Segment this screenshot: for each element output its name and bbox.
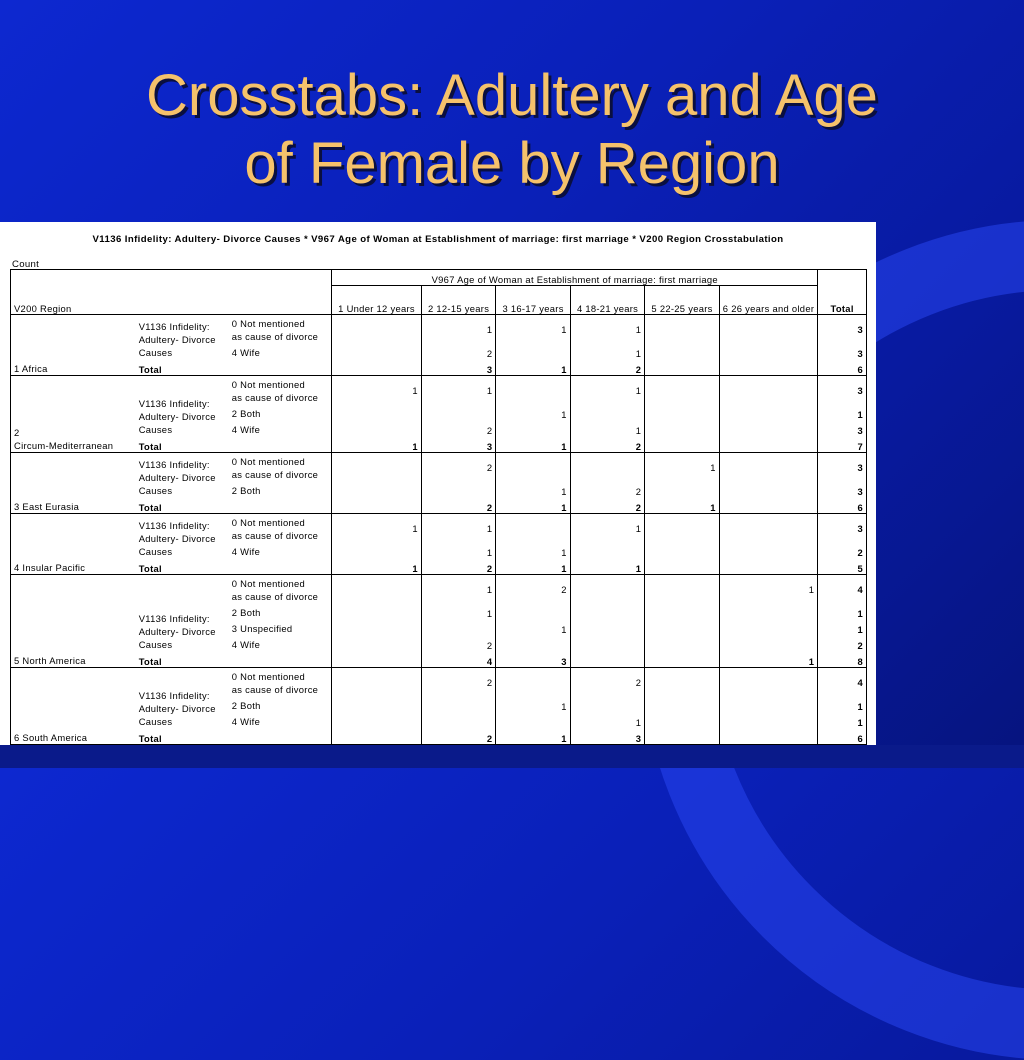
row-total-cell: 3	[818, 481, 867, 497]
subtotal-cell: 1	[719, 651, 817, 668]
count-cell: 1	[719, 575, 817, 604]
variable-label-line-2: Adultery- Divorce	[138, 334, 216, 345]
count-cell: 2	[570, 668, 644, 697]
count-cell	[570, 542, 644, 558]
region-label	[11, 514, 136, 575]
background-bottom-band	[0, 745, 1024, 768]
count-cell	[719, 343, 817, 359]
category-label-line-1: 4 Wife	[231, 347, 261, 358]
region-label-line-1: 4 Insular Pacific	[14, 562, 86, 573]
category-label	[229, 404, 332, 420]
variable-label-line-2: Adultery- Divorce	[138, 703, 216, 714]
category-label-line-1: 0 Not mentioned	[231, 456, 306, 467]
subtotal-cell: 2	[570, 359, 644, 376]
subtotal-cell	[645, 728, 719, 745]
category-label-line-1: 2 Both	[231, 408, 261, 419]
region-label	[11, 376, 136, 453]
count-cell	[645, 668, 719, 697]
total-column-header: Total	[818, 270, 867, 315]
subtotal-cell	[719, 436, 817, 453]
table-row	[11, 376, 867, 405]
table-row	[11, 514, 867, 543]
count-cell: 2	[421, 343, 495, 359]
subtotal-cell: 1	[496, 558, 570, 575]
count-cell	[332, 575, 422, 604]
count-cell	[496, 668, 570, 697]
category-label	[229, 575, 332, 604]
count-cell	[719, 315, 817, 344]
age-column-header: 3 16-17 years	[496, 286, 570, 315]
variable-label-line-3: Causes	[138, 485, 173, 496]
count-cell	[645, 420, 719, 436]
region-label-line-1: 3 East Eurasia	[14, 501, 80, 512]
category-label-line-1: 4 Wife	[231, 424, 261, 435]
subtotal-cell	[332, 651, 422, 668]
subtotal-cell	[332, 728, 422, 745]
row-total-cell: 2	[818, 542, 867, 558]
count-cell	[719, 696, 817, 712]
count-cell: 1	[421, 376, 495, 405]
count-cell	[496, 712, 570, 728]
count-cell: 2	[421, 668, 495, 697]
total-row-label: Total	[136, 728, 332, 745]
count-cell	[332, 668, 422, 697]
category-label	[229, 603, 332, 619]
row-total-cell: 3	[818, 514, 867, 543]
total-row-label: Total	[136, 651, 332, 668]
age-column-header: 6 26 years and older	[719, 286, 817, 315]
subtotal-cell: 4	[421, 651, 495, 668]
region-header-cell	[11, 270, 332, 315]
total-row-label: Total	[136, 558, 332, 575]
age-column-header: 2 12-15 years	[421, 286, 495, 315]
category-label-line-2: as cause of divorce	[231, 530, 319, 541]
region-label-line-1: 5 North America	[14, 655, 86, 666]
count-cell	[332, 420, 422, 436]
region-label	[11, 575, 136, 668]
count-cell: 2	[421, 420, 495, 436]
subtotal-cell	[719, 359, 817, 376]
count-cell	[719, 420, 817, 436]
subtotal-cell: 1	[570, 558, 644, 575]
count-cell: 1	[645, 453, 719, 482]
count-cell	[496, 420, 570, 436]
category-label-line-2: as cause of divorce	[231, 392, 319, 403]
count-label: Count	[12, 259, 40, 270]
region-label	[11, 453, 136, 514]
subtotal-cell	[645, 436, 719, 453]
table-row-total	[11, 728, 867, 745]
category-label	[229, 420, 332, 436]
count-cell	[496, 514, 570, 543]
grand-subtotal-cell: 6	[818, 497, 867, 514]
count-cell	[645, 343, 719, 359]
category-label	[229, 481, 332, 497]
subtotal-cell	[645, 651, 719, 668]
count-cell	[332, 619, 422, 635]
count-cell: 1	[496, 542, 570, 558]
variable-label	[136, 315, 229, 360]
count-cell	[570, 575, 644, 604]
count-cell	[645, 404, 719, 420]
age-column-header: 4 18-21 years	[570, 286, 644, 315]
category-label-line-1: 2 Both	[231, 485, 261, 496]
subtotal-cell: 3	[421, 436, 495, 453]
count-cell	[332, 712, 422, 728]
variable-label-line-2: Adultery- Divorce	[138, 533, 216, 544]
count-cell	[332, 696, 422, 712]
row-total-cell: 3	[818, 453, 867, 482]
grand-subtotal-cell: 8	[818, 651, 867, 668]
category-label	[229, 668, 332, 697]
count-cell	[332, 603, 422, 619]
subtotal-cell: 1	[332, 558, 422, 575]
count-cell	[570, 696, 644, 712]
subtotal-cell: 3	[570, 728, 644, 745]
crosstab-caption: V1136 Infidelity: Adultery- Divorce Causes * V967 Age of Woman at Establishment of marriage: first marriage * V200 Region Crosstabulation	[92, 234, 784, 245]
subtotal-cell	[570, 651, 644, 668]
count-cell: 1	[570, 514, 644, 543]
row-total-cell: 1	[818, 696, 867, 712]
variable-label-line-3: Causes	[138, 546, 173, 557]
count-cell	[332, 404, 422, 420]
table-row	[11, 315, 867, 344]
variable-label-line-3: Causes	[138, 424, 173, 435]
count-cell	[719, 712, 817, 728]
count-cell	[719, 453, 817, 482]
count-cell	[645, 696, 719, 712]
row-total-cell: 3	[818, 315, 867, 344]
table-row	[11, 575, 867, 604]
variable-label	[136, 575, 229, 652]
subtotal-cell: 1	[496, 359, 570, 376]
slide-title-line-1: Crosstabs: Adultery and Age	[146, 63, 878, 128]
category-label-line-1: 2 Both	[231, 700, 261, 711]
count-cell	[645, 315, 719, 344]
subtotal-cell	[719, 497, 817, 514]
category-label-line-2: as cause of divorce	[231, 684, 319, 695]
count-cell: 1	[570, 420, 644, 436]
count-cell	[719, 514, 817, 543]
slide-title-line-2: of Female by Region	[244, 131, 780, 196]
crosstab-table	[10, 269, 867, 745]
grand-subtotal-cell: 6	[818, 359, 867, 376]
region-label-line-1: 2	[14, 427, 20, 438]
age-column-header: 5 22-25 years	[645, 286, 719, 315]
count-cell: 1	[496, 696, 570, 712]
table-row-total	[11, 651, 867, 668]
total-row-label: Total	[136, 497, 332, 514]
count-cell	[421, 481, 495, 497]
count-cell	[332, 343, 422, 359]
variable-label-line-3: Causes	[138, 639, 173, 650]
subtotal-cell: 3	[496, 651, 570, 668]
crosstab-panel	[0, 222, 876, 745]
table-row-total	[11, 497, 867, 514]
count-cell	[496, 376, 570, 405]
count-cell	[645, 619, 719, 635]
category-label-line-1: 3 Unspecified	[231, 623, 293, 634]
count-cell	[645, 542, 719, 558]
count-cell: 2	[570, 481, 644, 497]
variable-label	[136, 668, 229, 729]
variable-label	[136, 514, 229, 559]
row-total-cell: 3	[818, 343, 867, 359]
subtotal-cell: 2	[421, 558, 495, 575]
count-cell	[421, 696, 495, 712]
count-cell: 1	[570, 376, 644, 405]
table-row-total	[11, 359, 867, 376]
subtotal-cell	[719, 728, 817, 745]
table-row-total	[11, 436, 867, 453]
category-label-line-2: as cause of divorce	[231, 591, 319, 602]
subtotal-cell: 1	[496, 497, 570, 514]
count-cell	[570, 603, 644, 619]
subtotal-cell: 2	[570, 497, 644, 514]
count-cell	[645, 514, 719, 543]
variable-label	[136, 376, 229, 437]
subtotal-cell: 2	[570, 436, 644, 453]
count-cell: 1	[332, 514, 422, 543]
count-cell: 1	[570, 315, 644, 344]
count-cell: 2	[421, 453, 495, 482]
category-label	[229, 696, 332, 712]
region-label-line-1: 1 Africa	[14, 363, 48, 374]
variable-label-line-1: V1136 Infidelity:	[138, 321, 210, 332]
count-cell: 1	[421, 514, 495, 543]
count-cell	[496, 343, 570, 359]
category-label-line-1: 0 Not mentioned	[231, 517, 306, 528]
count-cell: 1	[332, 376, 422, 405]
region-label	[11, 668, 136, 745]
count-cell: 2	[421, 635, 495, 651]
region-label-line-2: Circum-Mediterranean	[14, 440, 114, 451]
variable-label	[136, 453, 229, 498]
slide-title	[0, 62, 1024, 198]
count-cell	[719, 668, 817, 697]
subtotal-cell: 1	[332, 436, 422, 453]
category-label	[229, 315, 332, 344]
count-cell: 1	[421, 575, 495, 604]
region-label-line-1: 6 South America	[14, 732, 88, 743]
subtotal-cell: 2	[421, 728, 495, 745]
subtotal-cell	[332, 497, 422, 514]
count-cell: 1	[421, 542, 495, 558]
category-label-line-1: 0 Not mentioned	[231, 671, 306, 682]
total-row-label: Total	[136, 359, 332, 376]
count-cell	[421, 404, 495, 420]
variable-label-line-1: V1136 Infidelity:	[138, 690, 210, 701]
count-cell	[645, 635, 719, 651]
category-label	[229, 514, 332, 543]
grand-subtotal-cell: 7	[818, 436, 867, 453]
count-cell	[719, 603, 817, 619]
subtotal-cell: 1	[496, 436, 570, 453]
count-cell	[719, 542, 817, 558]
row-total-cell: 4	[818, 575, 867, 604]
variable-label-line-2: Adultery- Divorce	[138, 411, 216, 422]
category-label-line-1: 0 Not mentioned	[231, 318, 306, 329]
count-cell: 1	[570, 712, 644, 728]
row-total-cell: 3	[818, 376, 867, 405]
count-cell	[645, 575, 719, 604]
grand-subtotal-cell: 5	[818, 558, 867, 575]
count-cell	[496, 635, 570, 651]
count-cell: 1	[421, 603, 495, 619]
row-total-cell: 2	[818, 635, 867, 651]
region-label	[11, 315, 136, 376]
count-cell	[496, 603, 570, 619]
count-cell: 2	[496, 575, 570, 604]
count-cell	[645, 712, 719, 728]
subtotal-cell: 1	[645, 497, 719, 514]
variable-label-line-1: V1136 Infidelity:	[138, 613, 210, 624]
count-cell	[570, 619, 644, 635]
category-label-line-1: 2 Both	[231, 607, 261, 618]
subtotal-cell: 2	[421, 497, 495, 514]
subtotal-cell	[719, 558, 817, 575]
count-cell: 1	[496, 315, 570, 344]
table-row	[11, 453, 867, 482]
category-label	[229, 376, 332, 405]
count-cell	[421, 712, 495, 728]
count-cell: 1	[496, 404, 570, 420]
age-column-header: 1 Under 12 years	[332, 286, 422, 315]
count-cell	[332, 453, 422, 482]
variable-label-line-2: Adultery- Divorce	[138, 626, 216, 637]
category-label-line-1: 0 Not mentioned	[231, 578, 306, 589]
variable-label-line-2: Adultery- Divorce	[138, 472, 216, 483]
variable-label-line-1: V1136 Infidelity:	[138, 520, 210, 531]
row-total-cell: 1	[818, 404, 867, 420]
row-total-cell: 1	[818, 712, 867, 728]
count-cell: 1	[421, 315, 495, 344]
category-label-line-1: 4 Wife	[231, 546, 261, 557]
subtotal-cell: 1	[496, 728, 570, 745]
count-cell	[719, 376, 817, 405]
subtotal-cell	[645, 359, 719, 376]
variable-label-line-3: Causes	[138, 716, 173, 727]
region-header: V200 Region	[14, 303, 72, 314]
age-span-header: V967 Age of Woman at Establishment of marriage: first marriage	[332, 270, 818, 286]
table-row	[11, 668, 867, 697]
count-cell	[570, 635, 644, 651]
row-total-cell: 3	[818, 420, 867, 436]
count-cell	[645, 603, 719, 619]
count-cell	[570, 404, 644, 420]
count-cell	[332, 481, 422, 497]
count-cell	[719, 404, 817, 420]
count-cell	[719, 635, 817, 651]
count-cell	[570, 453, 644, 482]
category-label-line-2: as cause of divorce	[231, 331, 319, 342]
grand-subtotal-cell: 6	[818, 728, 867, 745]
category-label-line-2: as cause of divorce	[231, 469, 319, 480]
row-total-cell: 4	[818, 668, 867, 697]
count-cell	[645, 376, 719, 405]
variable-label-line-1: V1136 Infidelity:	[138, 459, 210, 470]
count-cell	[421, 619, 495, 635]
count-cell	[332, 542, 422, 558]
row-total-cell: 1	[818, 619, 867, 635]
category-label	[229, 542, 332, 558]
subtotal-cell	[332, 359, 422, 376]
category-label-line-1: 0 Not mentioned	[231, 379, 306, 390]
variable-label-line-3: Causes	[138, 347, 173, 358]
category-label-line-1: 4 Wife	[231, 716, 261, 727]
category-label-line-1: 4 Wife	[231, 639, 261, 650]
count-cell	[332, 635, 422, 651]
count-cell: 1	[496, 481, 570, 497]
category-label	[229, 635, 332, 651]
subtotal-cell: 3	[421, 359, 495, 376]
count-cell	[719, 619, 817, 635]
variable-label-line-1: V1136 Infidelity:	[138, 398, 210, 409]
category-label	[229, 712, 332, 728]
total-row-label: Total	[136, 436, 332, 453]
row-total-cell: 1	[818, 603, 867, 619]
count-cell: 1	[570, 343, 644, 359]
count-cell	[332, 315, 422, 344]
count-cell: 1	[496, 619, 570, 635]
count-cell	[496, 453, 570, 482]
category-label	[229, 343, 332, 359]
count-cell	[645, 481, 719, 497]
category-label	[229, 619, 332, 635]
subtotal-cell	[645, 558, 719, 575]
category-label	[229, 453, 332, 482]
count-cell	[719, 481, 817, 497]
table-row-total	[11, 558, 867, 575]
